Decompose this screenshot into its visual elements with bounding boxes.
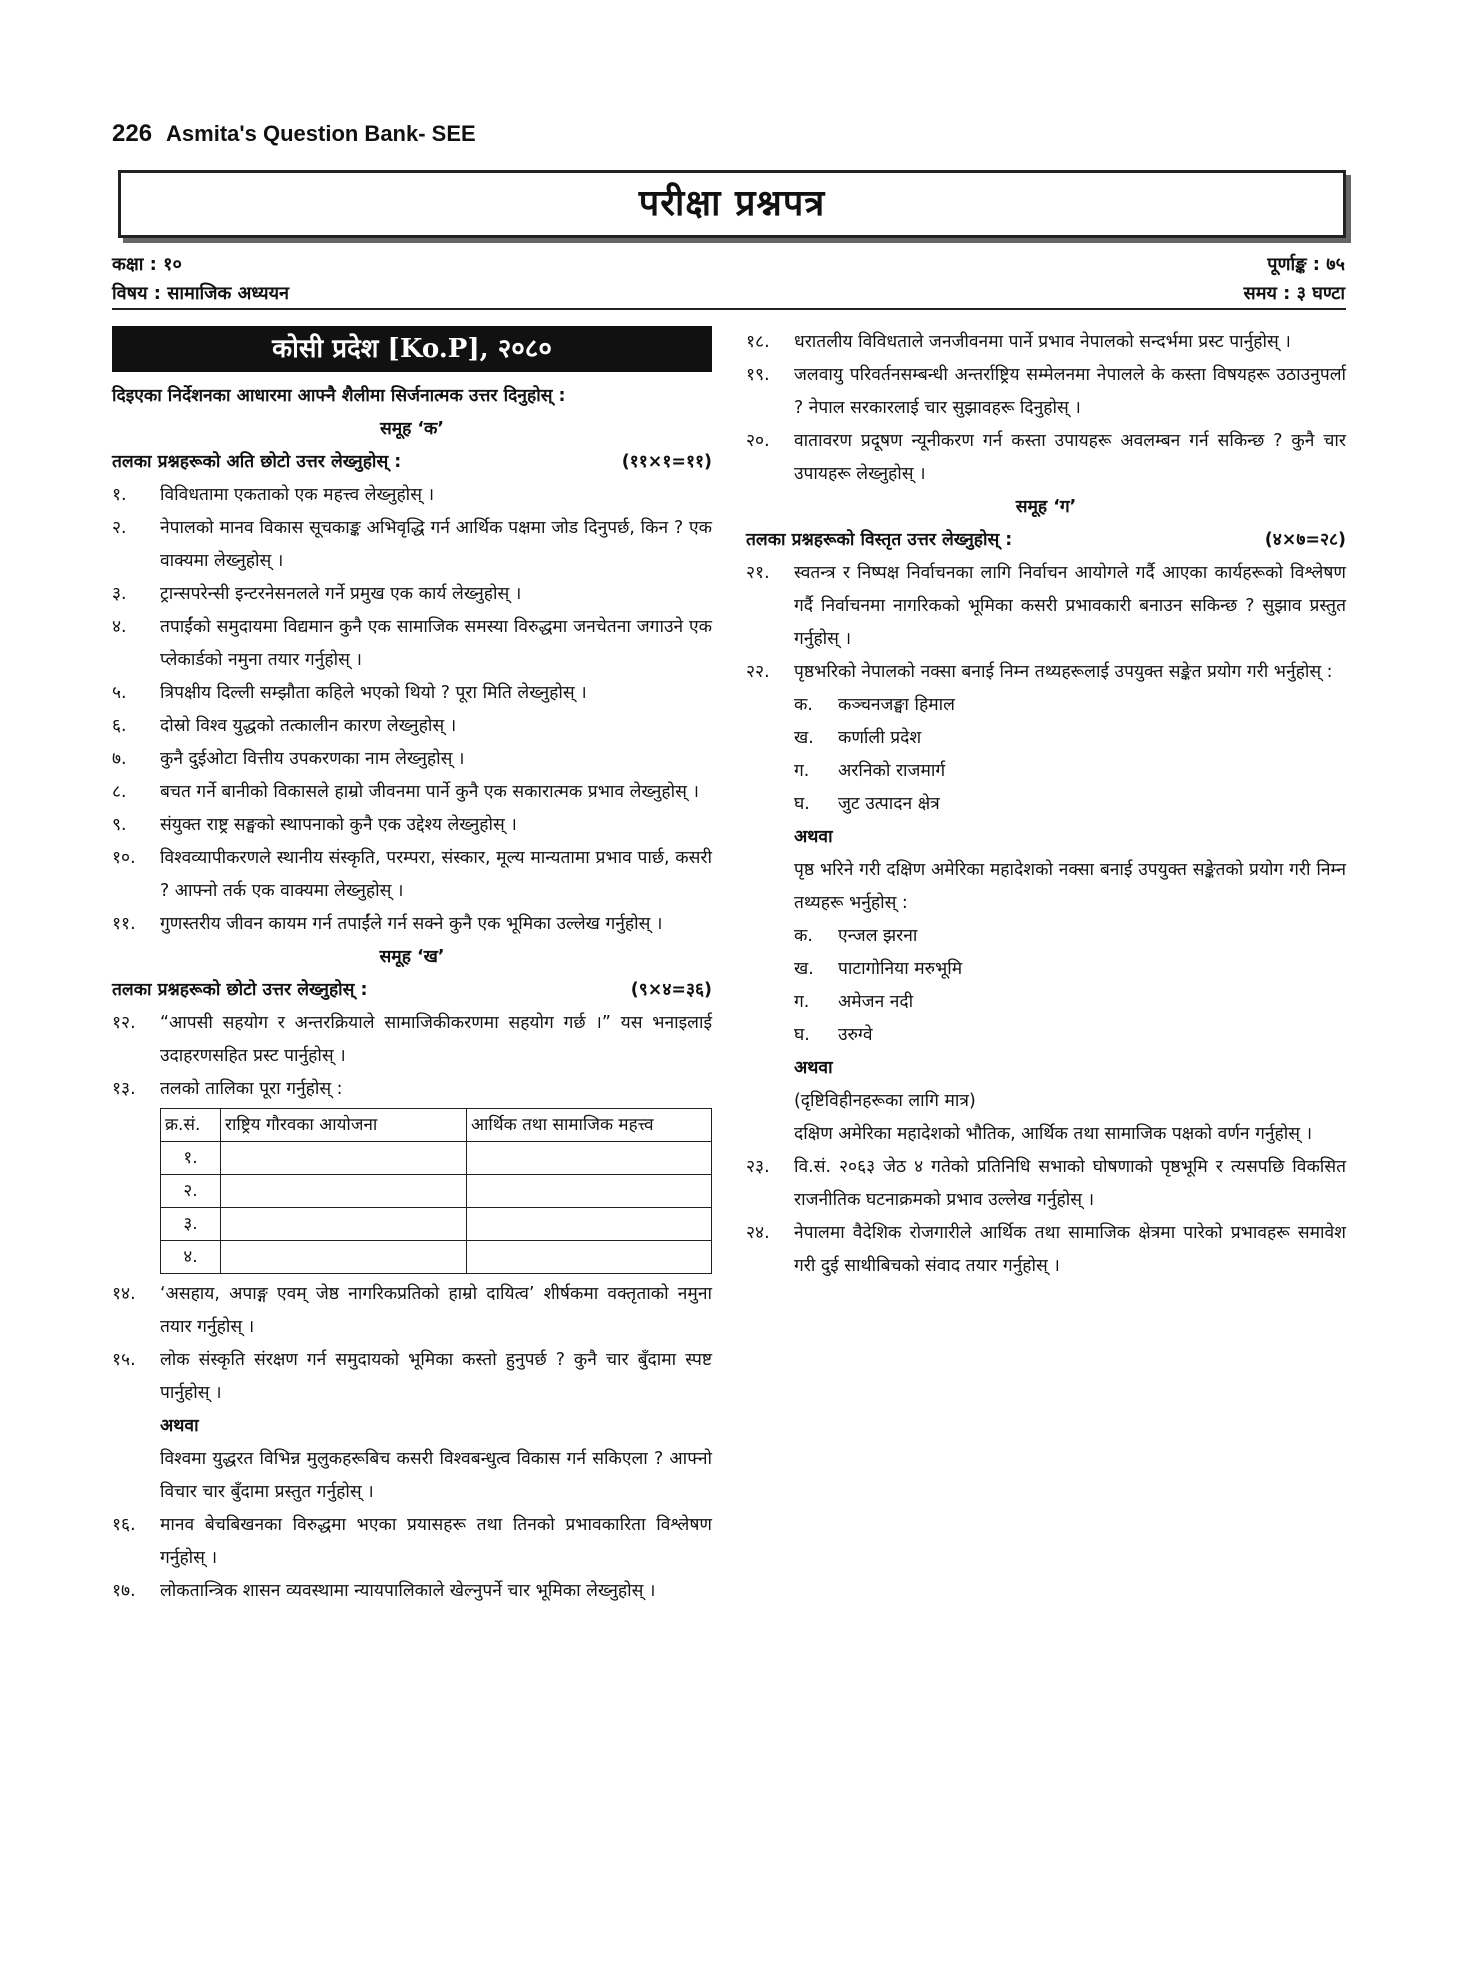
blind-note: (दृष्टिविहीनहरूका लागि मात्र) [794,1091,976,1111]
list-item: ग. अरनिको राजमार्ग [794,761,946,781]
question: १. विविधतामा एकताको एक महत्त्व लेख्नुहोस् । [112,485,435,505]
page-header [112,120,476,148]
class-label: कक्षा : १० [112,254,182,275]
question: १८. धरातलीय विविधताले जनजीवनमा पार्ने प्रभाव नेपालको सन्दर्भमा प्रस्ट पार्नुहोस् । [746,332,1291,352]
exam-banner: कोसी प्रदेश [Ko.P], २०८० [112,326,712,372]
question: ५. त्रिपक्षीय दिल्ली सम्झौता कहिले भएको थियो ? पूरा मिति लेख्नुहोस् । [112,683,587,703]
alternative-question: पृष्ठ भरिने गरी दक्षिण अमेरिका महादेशको नक्सा बनाई उपयुक्त सङ्केतको प्रयोग गरी निम्न तथ्यहरू भर्नुहोस् : [794,860,1346,913]
or-label: अथवा [794,1058,833,1078]
list-item: क. एन्जल झरना [794,926,918,946]
alternative-question: दक्षिण अमेरिका महादेशको भौतिक, आर्थिक तथा सामाजिक पक्षको वर्णन गर्नुहोस् । [794,1124,1313,1144]
meta-left [112,250,289,308]
page-number: 226 [112,120,153,147]
list-item: ग. अमेजन नदी [794,992,914,1012]
question: १९. जलवायु परिवर्तनसम्बन्धी अन्तर्राष्ट्रिय सम्मेलनमा नेपालले के कस्ता विषयहरू उठाउनुपर्ला ? नेपाल सरकारलाई चार सुझावहरू दिनुहोस् । [746,365,1346,418]
book-title: Asmita's Question Bank- SEE [166,121,476,146]
question: २२. पृष्ठभरिको नेपालको नक्सा बनाई निम्न तथ्यहरूलाई उपयुक्त सङ्केत प्रयोग गरी भर्नुहोस् : [746,662,1333,682]
section-heading-text: तलका प्रश्नहरूको छोटो उत्तर लेख्नुहोस् : [112,980,368,1000]
section-marks: (११×१=११) [621,452,712,472]
group-ka-title: समूह ‘क’ [379,419,444,439]
section-marks: (४×७=२८) [1264,530,1346,550]
question: २३. वि.सं. २०६३ जेठ ४ गतेको प्रतिनिधि सभाको घोषणाको पृष्ठभूमि र त्यसपछि विकसित राजनीतिक घटनाक्रमको प्रभाव उल्लेख गर्नुहोस् । [746,1157,1346,1210]
general-instruction: दिइएका निर्देशनका आधारमा आफ्नै शैलीमा सिर्जनात्मक उत्तर दिनुहोस् : [112,386,566,406]
question: ११. गुणस्तरीय जीवन कायम गर्न तपाईंले गर्न सक्ने कुनै एक भूमिका उल्लेख गर्नुहोस् । [112,914,663,934]
question: ९. संयुक्त राष्ट्र सङ्घको स्थापनाको कुनै एक उद्देश्य लेख्नुहोस् । [112,815,517,835]
question: १५. लोक संस्कृति संरक्षण गर्न समुदायको भूमिका कस्तो हुनुपर्छ ? कुनै चार बुँदामा स्पष्ट पार्नुहोस् । [112,1350,712,1403]
question: ७. कुनै दुईओटा वित्तीय उपकरणका नाम लेख्नुहोस् । [112,749,465,769]
question: १०. विश्वव्यापीकरणले स्थानीय संस्कृति, परम्परा, संस्कार, मूल्य मान्यतामा प्रभाव पार्छ, कसरी ? आफ्नो तर्क एक वाक्यमा लेख्नुहोस् । [112,848,712,901]
section-heading-text: तलका प्रश्नहरूको विस्तृत उत्तर लेख्नुहोस् : [746,530,1013,550]
table-row: ४. [161,1241,712,1274]
meta-right [1244,250,1345,308]
question: २०. वातावरण प्रदूषण न्यूनीकरण गर्न कस्ता उपायहरू अवलम्बन गर्न सकिन्छ ? कुनै चार उपायहरू लेख्नुहोस् । [746,431,1346,484]
time-label: समय : ३ घण्टा [1243,283,1345,304]
section-heading-text: तलका प्रश्नहरूको अति छोटो उत्तर लेख्नुहोस् : [112,452,402,472]
question: २४. नेपालमा वैदेशिक रोजगारीले आर्थिक तथा सामाजिक क्षेत्रमा पारेको प्रभावहरू समावेश गरी दुई साथीबिचको संवाद तयार गर्नुहोस् । [746,1223,1346,1276]
left-column [112,326,712,1608]
question: २१. स्वतन्त्र र निष्पक्ष निर्वाचनका लागि निर्वाचन आयोगले गर्दै आएका कार्यहरूको विश्लेषण गर्दै निर्वाचनमा नागरिकको भूमिका कसरी प्रभावकारी बनाउन सकिन्छ ? सुझाव प्रस्तुत गर्नुहोस् । [746,563,1346,649]
list-item: घ. उरुग्वे [794,1025,873,1045]
list-item: ख. पाटागोनिया मरुभूमि [794,959,963,979]
group-kha-title: समूह ‘ख’ [379,947,445,967]
table-row: १. [161,1142,712,1175]
or-label: अथवा [794,827,833,847]
divider [112,308,1346,310]
or-label: अथवा [160,1416,199,1436]
list-item: घ. जुट उत्पादन क्षेत्र [794,794,940,814]
group-ka-heading [112,446,712,479]
question: १७. लोकतान्त्रिक शासन व्यवस्थामा न्यायपालिकाले खेल्नुपर्ने चार भूमिका लेख्नुहोस् । [112,1581,656,1601]
table-header: राष्ट्रिय गौरवका आयोजना [221,1109,467,1142]
question: ६. दोस्रो विश्व युद्धको तत्कालीन कारण लेख्नुहोस् । [112,716,457,736]
table-row: २. [161,1175,712,1208]
group-kha-heading [112,974,712,1007]
group-ga-title: समूह ‘ग’ [1015,497,1077,517]
table-row: ३. [161,1208,712,1241]
question: १६. मानव बेचबिखनका विरुद्धमा भएका प्रयासहरू तथा तिनको प्रभावकारिता विश्लेषण गर्नुहोस् । [112,1515,712,1568]
table-header-row [161,1109,712,1142]
question: १२. “आपसी सहयोग र अन्तरक्रियाले सामाजिकीकरणमा सहयोग गर्छ ।” यस भनाइलाई उदाहरणसहित प्रस्ट पार्नुहोस् । [112,1013,712,1066]
question: ८. बचत गर्ने बानीको विकासले हाम्रो जीवनमा पार्ने कुनै एक सकारात्मक प्रभाव लेख्नुहोस् । [112,782,699,802]
question: १३. तलको तालिका पूरा गर्नुहोस् : [112,1079,343,1099]
full-marks-label: पूर्णाङ्क : ७५ [1267,254,1345,275]
alternative-question: विश्वमा युद्धरत विभिन्न मुलुकहरूबिच कसरी विश्वबन्धुत्व विकास गर्न सकिएला ? आफ्नो विचार चार बुँदामा प्रस्तुत गर्नुहोस् । [160,1449,712,1502]
projects-table [160,1108,712,1274]
question: २. नेपालको मानव विकास सूचकाङ्क अभिवृद्धि गर्न आर्थिक पक्षमा जोड दिनुपर्छ, किन ? एक वाक्यमा लेख्नुहोस् । [112,518,712,571]
table-header: क्र.सं. [161,1109,221,1142]
list-item: ख. कर्णाली प्रदेश [794,728,922,748]
list-item: क. कञ्चनजङ्घा हिमाल [794,695,955,715]
section-marks: (९×४=३६) [630,980,712,1000]
right-column [746,326,1346,1283]
question: ३. ट्रान्सपरेन्सी इन्टरनेसनलले गर्ने प्रमुख एक कार्य लेख्नुहोस् । [112,584,522,604]
group-ga-heading [746,524,1346,557]
table-header: आर्थिक तथा सामाजिक महत्त्व [467,1109,712,1142]
question: १४. ‘असहाय, अपाङ्ग एवम् जेष्ठ नागरिकप्रतिको हाम्रो दायित्व’ शीर्षकमा वक्तृताको नमुना तयार गर्नुहोस् । [112,1284,712,1337]
page-title: परीक्षा प्रश्नपत्र [118,170,1346,238]
subject-label: विषय : सामाजिक अध्ययन [112,283,289,304]
question: ४. तपाईंको समुदायमा विद्यमान कुनै एक सामाजिक समस्या विरुद्धमा जनचेतना जगाउने एक प्लेकार्डको नमुना तयार गर्नुहोस् । [112,617,712,670]
